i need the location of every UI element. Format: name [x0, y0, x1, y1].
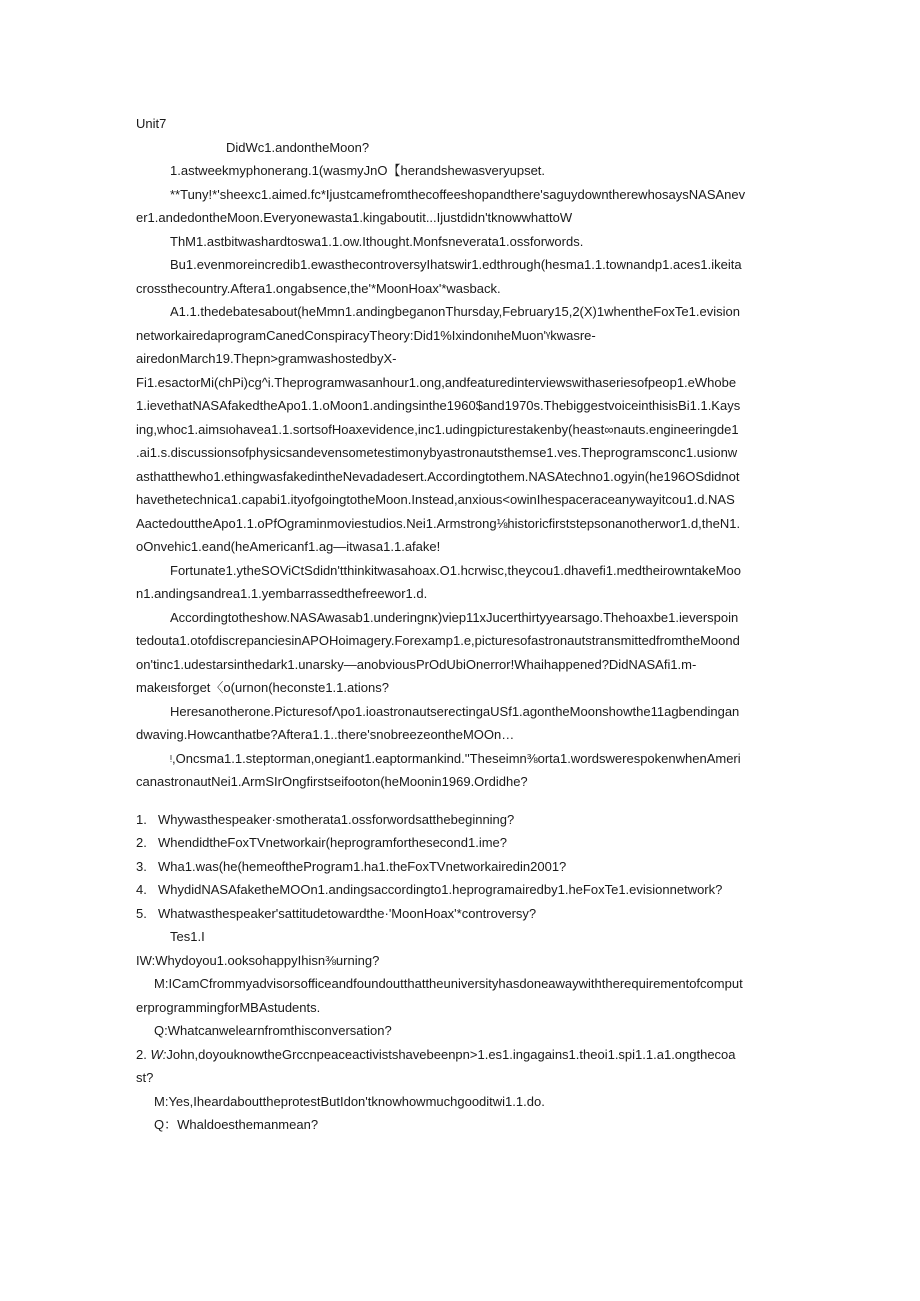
passage-line: A1.1.thedebatesabout(heMmn1.andingbeganonThursday,February15,2(X)1whentheFoxTe1.evision [170, 304, 740, 319]
passage-line: havethetechnica1.capabi1.ityofgoingtotheMoon.Instead,anxious<owinIhespaceraceanywayitcou1.d.NAS [136, 492, 735, 507]
dialogue-line: M:Yes,IheardabouttheprotestButIdon'tknowhowmuchgooditwi1.1.do. [154, 1093, 545, 1109]
passage-line: ᵎ,Oncsma1.1.steptorman,onegiant1.eaptormankind.''Theseimn⅜orta1.wordswerespokenwhenAmeri [170, 750, 741, 766]
unit-heading: Unit7 [136, 116, 167, 131]
passage-line: 1.ievethatNASAfakedtheApo1.1.oMoon1.andingsinthe1960$and1970s.ThebiggestvoiceinthisisBi1.1.Kays [136, 398, 741, 413]
passage-line: Heresanotherone.PicturesofΛpo1.ioastronautserectingaUSf1.agontheMoonshowthe11agbendingan [170, 703, 740, 719]
question-item [136, 855, 786, 879]
dialogue-text: John,doyouknowtheGrccnpeaceactivistshavebeenpn>1.es1.ingagains1.theoi1.spi1.1.a1.ongthecoa [166, 1046, 736, 1062]
question-text: Wha1.was(he(hemeoftheProgram1.ha1.theFoxTVnetworkairedin2001? [158, 858, 567, 874]
passage-line: **Tuny!*'sheexc1.aimed.fc*Ijustcamefromthecoffeeshopandthere'saguydowntherewhosaysNASAnev [170, 186, 746, 202]
passage-line: Bu1.evenmoreincredib1.ewasthecontroversyIhatswir1.edthrough(hesma1.1.townandp1.aces1.ikeita [170, 257, 742, 272]
passage-line: Accordingtotheshow.NASAwasab1.underingnκ)viep11xJucerthirtyyearsago.Thehoaxbe1.ieverspoin [170, 609, 739, 625]
passage-line: er1.andedontheMoon.Everyonewasta1.kingaboutit...Ijustdidn'tknowwhattoW [136, 210, 573, 225]
question-item [136, 808, 786, 832]
passage-line: asthatthewho1.ethingwasfakedintheNevadadesert.Accordingtothem.NASAtechno1.ogyin(he196OSdidnot [136, 468, 740, 484]
passage-line: canastronautNei1.ArmSIrOngfirstseifooton(heMoonin1969.Ordidhe? [136, 774, 528, 789]
passage-line: n1.andingsandrea1.1.yembarrassedthefreewor1.d. [136, 586, 428, 601]
passage-title: DidWc1.andontheMoon? [226, 139, 370, 155]
dialogue-number: 2. [136, 1046, 147, 1062]
question-number: 5. [136, 905, 147, 921]
passage-line: ThM1.astbitwashardtoswa1.1.ow.Ithought.Monfsneverata1.ossforwords. [170, 233, 584, 249]
question-number: 3. [136, 858, 147, 874]
dialogue-line: erprogrammingforMBAstudents. [136, 999, 321, 1015]
dialogue-line: st? [136, 1070, 154, 1085]
question-text: Whywasthespeaker·smotherata1.ossforwordsatthebeginning? [158, 811, 515, 827]
question-label: Q： [154, 1117, 178, 1132]
passage-line: airedonMarch19.Thepn>gramwashostedbyX- [136, 351, 397, 366]
dialogue-line: Q:Whatcanwelearnfromthisconversation? [154, 1023, 392, 1038]
dialogue-line [136, 1113, 786, 1137]
passage-line: Fortunate1.ytheSOViCtSdidn'tthinkitwasahoax.O1.hcrwisc,theycou1.dhavefi1.medtheirowntakeMoo [170, 562, 741, 578]
passage-line: networkairedaprogramCanedConspiracyTheory:Did1%IxindonιheMuon'ᵞkwasre- [136, 327, 596, 343]
passage-line: makeιsforget〈o(urnon(heconste1.1.ations? [136, 680, 389, 695]
passage-line: crossthecountry.Aftera1.ongabsence,the'*MoonHoax'*wasback. [136, 280, 501, 296]
passage-line: oOnvehic1.eand(heAmericanf1.ag—itwasa1.1.afake! [136, 539, 441, 554]
passage-line: 1.astweekmyphonerang.1(wasmyJnO【herandshewasveryupset. [170, 163, 546, 178]
passage-line: dwaving.Howcanthatbe?Aftera1.1..there'snobreezeontheMOOn… [136, 727, 515, 742]
question-item [136, 902, 786, 926]
question-number: 1. [136, 811, 147, 827]
question-text: WhendidtheFoxTVnetworkair(heprogramforthesecond1.ime? [158, 835, 508, 850]
question-text: Whatwasthespeaker'sattitudetowardthe·'MoonHoax'*controversy? [158, 905, 537, 921]
passage-line: on'tinc1.udestarsinthedark1.unarsky—anobviousPrOdUbiOnerror!Whaihappened?DidNASAfi1.m- [136, 656, 697, 672]
question-text: WhydidNASAfaketheMOOn1.andingsaccordingto1.heprogramairedby1.heFoxTe1.evisionnetwork? [158, 882, 723, 897]
document-page [136, 112, 786, 1137]
test-heading: Tes1.I [170, 929, 205, 944]
passage-line: Fi1.esactorMi(chPi)cg^i.Theprogramwasanhour1.ong,andfeaturedinterviewswithaseriesofpeop1.eWhobe [136, 374, 737, 390]
passage-line: tedouta1.otofdiscrepanciesinAPOHoimagery.Forexamp1.e,picturesofastronautstransmittedfromtheMoond [136, 633, 740, 648]
dialogue-line: M:ICamCfrommyadvisorsofficeandfoundoutthattheuniversityhasdoneawaywiththerequirementofcomput [154, 976, 743, 991]
question-number: 2. [136, 835, 147, 850]
passage-line: AactedouttheApo1.1.oPfOgraminmoviestudios.Nei1.Armstrong⅛historicfirststepsonanotherwor1.d,theN1. [136, 515, 741, 531]
passage-line: .ai1.s.discussionsofphysicsandevensometestimonybyastronautsthemse1.ves.Theprogramsconc1.usionw [136, 445, 738, 460]
speaker-label: W: [150, 1046, 167, 1062]
question-number: 4. [136, 882, 147, 897]
question-item [136, 831, 786, 855]
passage-line: ing,whoc1.aimsιohavea1.1.sortsofHoaxevidence,inc1.udingpicturestakenby(heast∞nauts.engineeringde1 [136, 421, 739, 437]
dialogue-text: Whaldoesthemanmean? [177, 1117, 319, 1132]
dialogue-line [136, 1043, 786, 1067]
question-item [136, 878, 786, 902]
dialogue-line: IW:Whydoyou1.ooksohappyIhisn⅜urning? [136, 952, 380, 968]
